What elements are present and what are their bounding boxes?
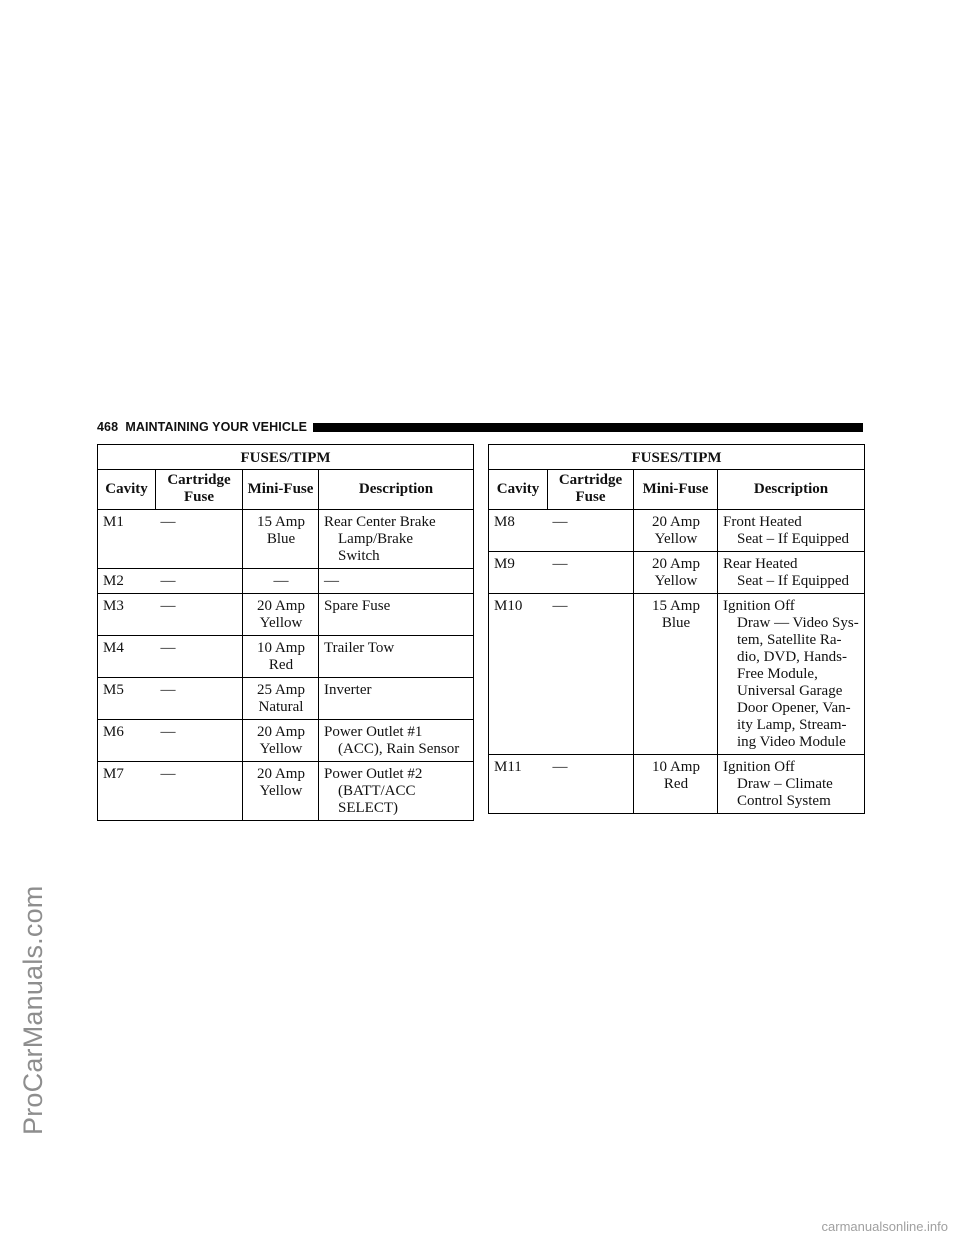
table-title: FUSES/TIPM bbox=[98, 445, 474, 470]
column-header-cartridge-fuse: Cartridge Fuse bbox=[156, 470, 243, 510]
mini-fuse-cell-line: Yellow bbox=[259, 741, 303, 757]
mini-fuse-cell-line: Blue bbox=[266, 531, 296, 547]
column-header-cavity: Cavity bbox=[98, 470, 156, 510]
description-cell-line: Ignition Off bbox=[723, 598, 795, 614]
mini-fuse-cell-line: Red bbox=[268, 657, 294, 673]
page-header bbox=[97, 418, 863, 436]
cavity-cell-line: M1 bbox=[103, 514, 124, 530]
mini-fuse-cell-line: 10 Amp bbox=[257, 640, 305, 656]
mini-fuse-cell-line: Yellow bbox=[654, 531, 698, 547]
description-cell-line: Switch bbox=[338, 548, 380, 564]
cavity-cell-line: M2 bbox=[103, 573, 124, 589]
description-cell-line: Seat – If Equipped bbox=[737, 573, 850, 589]
description-cell bbox=[718, 755, 865, 814]
description-cell-line: Spare Fuse bbox=[324, 598, 391, 614]
mini-fuse-cell-line: — bbox=[273, 573, 289, 589]
description-cell-line: Power Outlet #1 bbox=[324, 724, 423, 740]
description-cell bbox=[319, 636, 474, 678]
description-cell bbox=[718, 510, 865, 552]
mini-fuse-cell-line: Natural bbox=[258, 699, 304, 715]
cartridge-cell-line: — bbox=[552, 514, 568, 530]
description-cell-line: (BATT/ACC bbox=[338, 783, 416, 799]
cavity-cell bbox=[98, 762, 156, 821]
description-cell-line: Power Outlet #2 bbox=[324, 766, 423, 782]
cavity-cell-line: M3 bbox=[103, 598, 124, 614]
description-cell-line: Lamp/Brake bbox=[338, 531, 413, 547]
cartridge-cell-line: — bbox=[160, 514, 176, 530]
cartridge-cell-line: — bbox=[160, 640, 176, 656]
cartridge-cell bbox=[548, 755, 634, 814]
table-row bbox=[98, 762, 474, 821]
header-rule bbox=[313, 423, 863, 432]
description-cell bbox=[319, 594, 474, 636]
description-cell-line: Draw – Climate bbox=[737, 776, 833, 792]
cavity-cell-line: M10 bbox=[494, 598, 523, 614]
cartridge-cell bbox=[548, 510, 634, 552]
page-number-and-section bbox=[97, 420, 307, 434]
table-row bbox=[98, 720, 474, 762]
table-title: FUSES/TIPM bbox=[489, 445, 865, 470]
mini-fuse-cell-line: 20 Amp bbox=[257, 766, 305, 782]
description-cell-line: Front Heated bbox=[723, 514, 802, 530]
table-row bbox=[98, 678, 474, 720]
cartridge-cell-line: — bbox=[160, 766, 176, 782]
mini-fuse-cell bbox=[243, 594, 319, 636]
page-number: 468 bbox=[97, 420, 119, 434]
cartridge-cell bbox=[156, 510, 243, 569]
table-row bbox=[98, 510, 474, 569]
mini-fuse-cell-line: Blue bbox=[661, 615, 691, 631]
table-row bbox=[489, 594, 865, 755]
mini-fuse-cell-line: 20 Amp bbox=[652, 514, 700, 530]
description-cell-line: Seat – If Equipped bbox=[737, 531, 850, 547]
mini-fuse-cell bbox=[243, 510, 319, 569]
watermark: ProCarManuals.com bbox=[18, 885, 48, 1135]
table-row bbox=[98, 569, 474, 594]
description-cell-line: Rear Center Brake bbox=[324, 514, 436, 530]
table-row bbox=[489, 510, 865, 552]
cavity-cell-line: M4 bbox=[103, 640, 124, 656]
cartridge-cell bbox=[156, 636, 243, 678]
cavity-cell bbox=[98, 594, 156, 636]
cavity-cell bbox=[489, 755, 548, 814]
description-cell-line: (ACC), Rain Sensor bbox=[338, 741, 460, 757]
cavity-cell-line: M5 bbox=[103, 682, 124, 698]
cartridge-cell-line: — bbox=[160, 598, 176, 614]
cartridge-cell-line: — bbox=[552, 598, 568, 614]
mini-fuse-cell bbox=[243, 762, 319, 821]
cartridge-cell-line: — bbox=[552, 556, 568, 572]
description-cell-line: ing Video Module bbox=[737, 734, 846, 750]
description-cell-line: Door Opener, Van- bbox=[737, 700, 851, 716]
column-header-cavity: Cavity bbox=[489, 470, 548, 510]
mini-fuse-cell bbox=[634, 552, 718, 594]
description-cell bbox=[319, 762, 474, 821]
mini-fuse-cell-line: 20 Amp bbox=[652, 556, 700, 572]
description-cell-line: Free Module, bbox=[737, 666, 818, 682]
description-cell-line: Rear Heated bbox=[723, 556, 798, 572]
cavity-cell bbox=[98, 510, 156, 569]
fuse-table-right bbox=[488, 444, 865, 814]
description-cell-line: SELECT) bbox=[338, 800, 398, 816]
cartridge-cell bbox=[156, 569, 243, 594]
description-cell-line: dio, DVD, Hands- bbox=[737, 649, 847, 665]
cartridge-cell bbox=[156, 762, 243, 821]
mini-fuse-cell bbox=[634, 510, 718, 552]
cavity-cell bbox=[98, 720, 156, 762]
description-cell-line: Control System bbox=[737, 793, 831, 809]
mini-fuse-cell-line: 15 Amp bbox=[257, 514, 305, 530]
mini-fuse-cell bbox=[243, 636, 319, 678]
mini-fuse-cell-line: Yellow bbox=[259, 615, 303, 631]
table-row bbox=[489, 755, 865, 814]
mini-fuse-cell-line: 20 Amp bbox=[257, 598, 305, 614]
description-cell bbox=[718, 594, 865, 755]
description-cell bbox=[319, 510, 474, 569]
mini-fuse-cell-line: Yellow bbox=[259, 783, 303, 799]
mini-fuse-cell-line: 10 Amp bbox=[652, 759, 700, 775]
column-header-mini-fuse: Mini-Fuse bbox=[634, 470, 718, 510]
mini-fuse-cell bbox=[634, 755, 718, 814]
cartridge-cell-line: — bbox=[160, 724, 176, 740]
description-cell bbox=[319, 569, 474, 594]
footer-site: carmanualsonline.info bbox=[821, 1219, 948, 1234]
description-cell-line: — bbox=[324, 573, 339, 589]
cavity-cell-line: M9 bbox=[494, 556, 515, 572]
table-row bbox=[489, 552, 865, 594]
cavity-cell-line: M7 bbox=[103, 766, 124, 782]
cavity-cell bbox=[489, 552, 548, 594]
cavity-cell bbox=[98, 678, 156, 720]
cartridge-cell bbox=[548, 552, 634, 594]
description-cell-line: Inverter bbox=[324, 682, 372, 698]
section-title: MAINTAINING YOUR VEHICLE bbox=[125, 420, 308, 434]
cartridge-cell bbox=[156, 720, 243, 762]
description-cell-line: tem, Satellite Ra- bbox=[737, 632, 842, 648]
cartridge-cell-line: — bbox=[552, 759, 568, 775]
cartridge-cell bbox=[156, 678, 243, 720]
description-cell-line: Universal Garage bbox=[737, 683, 843, 699]
cartridge-cell-line: — bbox=[160, 682, 176, 698]
mini-fuse-cell bbox=[243, 720, 319, 762]
cavity-cell bbox=[489, 510, 548, 552]
mini-fuse-cell-line: 15 Amp bbox=[652, 598, 700, 614]
cartridge-cell-line: — bbox=[160, 573, 176, 589]
cartridge-cell bbox=[156, 594, 243, 636]
cavity-cell-line: M8 bbox=[494, 514, 515, 530]
table-row bbox=[98, 636, 474, 678]
cartridge-cell bbox=[548, 594, 634, 755]
cavity-cell-line: M6 bbox=[103, 724, 124, 740]
description-cell-line: Draw — Video Sys- bbox=[737, 615, 859, 631]
description-cell-line: Ignition Off bbox=[723, 759, 795, 775]
cavity-cell bbox=[98, 569, 156, 594]
description-cell bbox=[319, 720, 474, 762]
description-cell bbox=[718, 552, 865, 594]
column-header-description: Description bbox=[319, 470, 474, 510]
column-header-mini-fuse: Mini-Fuse bbox=[243, 470, 319, 510]
cavity-cell bbox=[489, 594, 548, 755]
cavity-cell-line: M11 bbox=[494, 759, 522, 775]
description-cell bbox=[319, 678, 474, 720]
mini-fuse-cell-line: Yellow bbox=[654, 573, 698, 589]
cavity-cell bbox=[98, 636, 156, 678]
column-header-description: Description bbox=[718, 470, 865, 510]
description-cell-line: Trailer Tow bbox=[324, 640, 395, 656]
description-cell-line: ity Lamp, Stream- bbox=[737, 717, 847, 733]
column-header-cartridge-fuse: Cartridge Fuse bbox=[548, 470, 634, 510]
mini-fuse-cell bbox=[243, 569, 319, 594]
fuse-table-left bbox=[97, 444, 474, 821]
mini-fuse-cell bbox=[634, 594, 718, 755]
mini-fuse-cell-line: 20 Amp bbox=[257, 724, 305, 740]
mini-fuse-cell-line: 25 Amp bbox=[257, 682, 305, 698]
table-row bbox=[98, 594, 474, 636]
mini-fuse-cell-line: Red bbox=[663, 776, 689, 792]
mini-fuse-cell bbox=[243, 678, 319, 720]
